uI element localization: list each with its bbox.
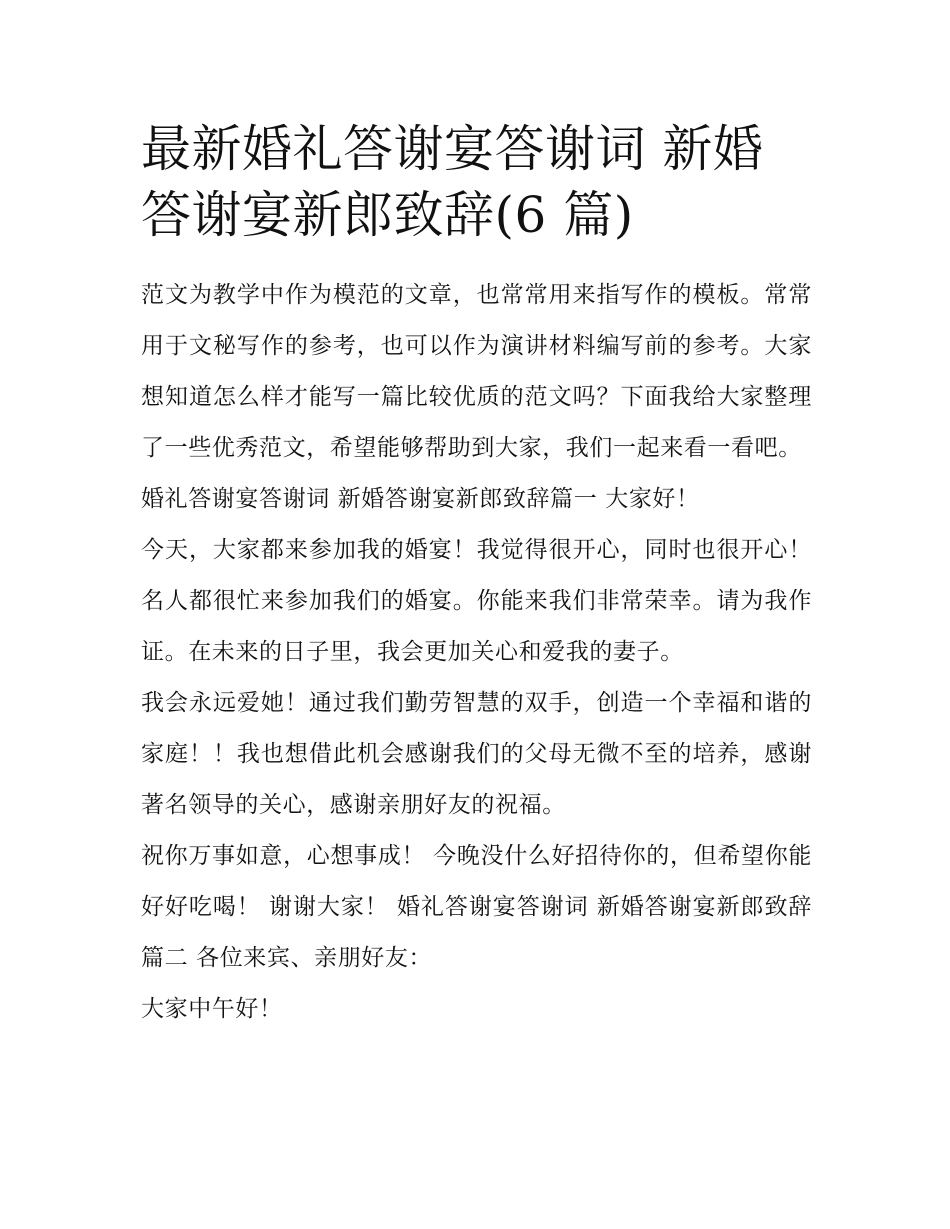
speech-paragraph-2: 我会永远爱她！通过我们勤劳智慧的双手，创造一个幸福和谐的家庭！！我也想借此机会感谢我们的父母无微不至的培养，感谢著名领导的关心，感谢亲朋好友的祝福。: [141, 690, 812, 818]
intro-paragraph: 范文为教学中作为模范的文章，也常常用来指写作的模板。常常用于文秘写作的参考，也可以作为演讲材料编写前的参考。大家想知道怎么样才能写一篇比较优质的范文吗？下面我给大家整理了一些优秀范文，希望能够帮助到大家，我们一起来看一看吧。: [141, 282, 812, 461]
speech-paragraph-1: 今天，大家都来参加我的婚宴！我觉得很开心，同时也很开心！名人都很忙来参加我们的婚宴。你能来我们非常荣幸。请为我作证。在未来的日子里，我会更加关心和爱我的妻子。: [141, 537, 812, 665]
speech-paragraph-4: 大家中午好！: [141, 996, 283, 1022]
section-one-heading: 婚礼答谢宴答谢词 新婚答谢宴新郎致辞篇一 大家好！: [141, 486, 700, 512]
speech-paragraph-3: 祝你万事如意，心想事成！ 今晚没什么好招待你的，但希望你能好好吃喝！ 谢谢大家！ 婚礼答谢宴答谢词 新婚答谢宴新郎致辞篇二 各位来宾、亲朋好友：: [141, 843, 812, 971]
document-title: 最新婚礼答谢宴答谢词 新婚答谢宴新郎致辞(6 篇): [141, 120, 764, 244]
